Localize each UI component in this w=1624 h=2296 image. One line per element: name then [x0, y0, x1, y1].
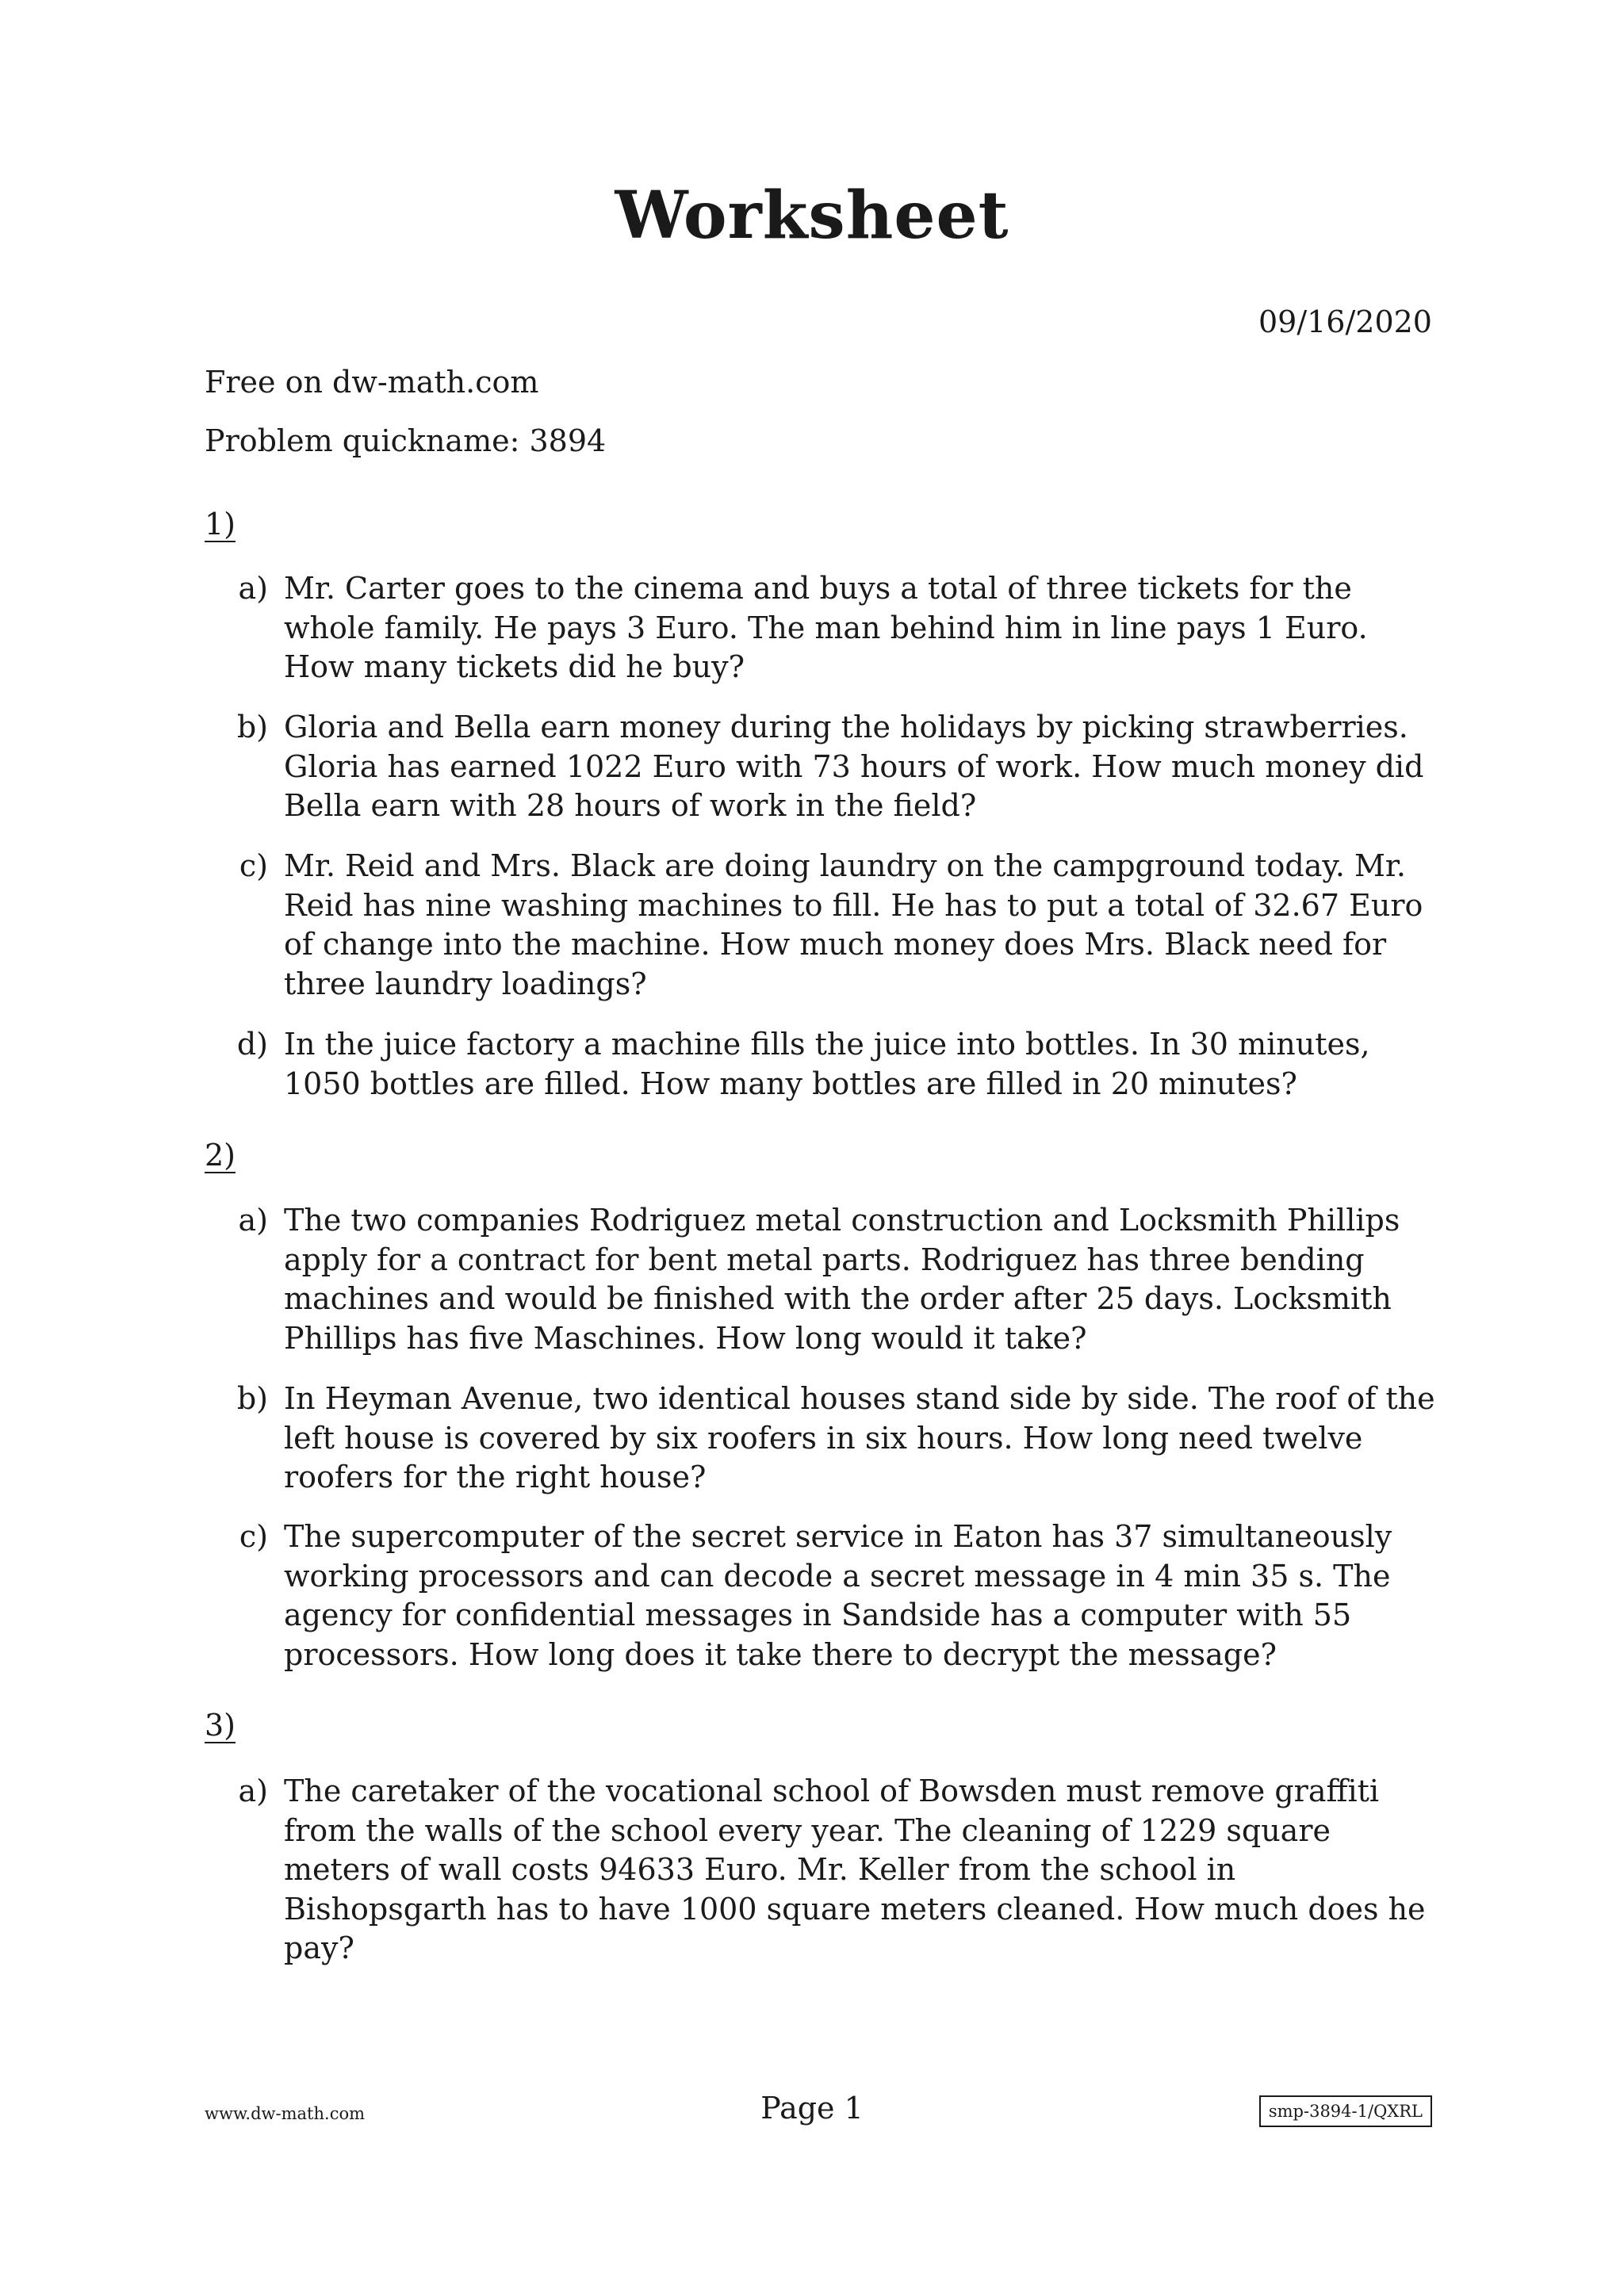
item-letter: c)	[239, 1519, 268, 1554]
footer-website: www.dw-math.com	[205, 2104, 366, 2123]
problem-number-3: 3)	[205, 1708, 236, 1743]
item-letter: a)	[238, 571, 268, 606]
item-text: In Heyman Avenue, two identical houses stand side by side. The roof of the left house is covered by six roofers in six hours. How long need twelve roofers for the right house?	[284, 1381, 1435, 1494]
item-letter: b)	[236, 1381, 268, 1416]
footer-code-box: smp-3894-1/QXRL	[1259, 2095, 1432, 2127]
item-text: In the juice factory a machine fills the juice into bottles. In 30 minutes, 1050 bottles are filled. How many bottles are filled in 20 minutes?	[284, 1027, 1370, 1101]
item-letter: d)	[236, 1027, 268, 1062]
date-label: 09/16/2020	[1258, 304, 1432, 339]
item-letter: c)	[239, 848, 268, 883]
problem-number-1: 1)	[205, 507, 236, 541]
item-text: Mr. Carter goes to the cinema and buys a total of three tickets for the whole family. He pays 3 Euro. The man behind him in line pays 1 Euro. How many tickets did he buy?	[284, 571, 1368, 684]
item-text: Mr. Reid and Mrs. Black are doing laundry on the campground today. Mr. Reid has nine washing machines to fill. He has to put a total of 32.67 Euro of change into the machine. How much money does Mrs. Black need for three laundry loadings?	[284, 848, 1423, 1001]
quickname-line: Problem quickname: 3894	[205, 423, 607, 458]
item-letter: b)	[236, 710, 268, 744]
item-text: The supercomputer of the secret service in Eaton has 37 simultaneously working processors and can decode a secret message in 4 min 35 s. The agency for confidential messages in Sandside has a computer with 55 processors. How long does it take there to decrypt the message?	[284, 1519, 1392, 1672]
page-title: Worksheet	[615, 178, 1009, 254]
item-letter: a)	[238, 1774, 268, 1808]
item-text: Gloria and Bella earn money during the holidays by picking strawberries. Gloria has earned 1022 Euro with 73 hours of work. How much money did Bella earn with 28 hours of work in the field?	[284, 710, 1424, 823]
source-line: Free on dw-math.com	[205, 365, 539, 400]
item-text: The two companies Rodriguez metal construction and Locksmith Phillips apply for a contract for bent metal parts. Rodriguez has three bending machines and would be finished with the order after 25 days. Locksmith Phillips has five Maschines. How long would it take?	[284, 1203, 1400, 1356]
problem-number-2: 2)	[205, 1138, 236, 1173]
item-letter: a)	[238, 1203, 268, 1238]
item-text: The caretaker of the vocational school of Bowsden must remove graffiti from the walls of the school every year. The cleaning of 1229 square meters of wall costs 94633 Euro. Mr. Keller from the school in Bishopsgarth has to have 1000 square meters cleaned. How much does he pay?	[284, 1774, 1426, 1965]
footer-page-number: Page 1	[760, 2091, 864, 2126]
